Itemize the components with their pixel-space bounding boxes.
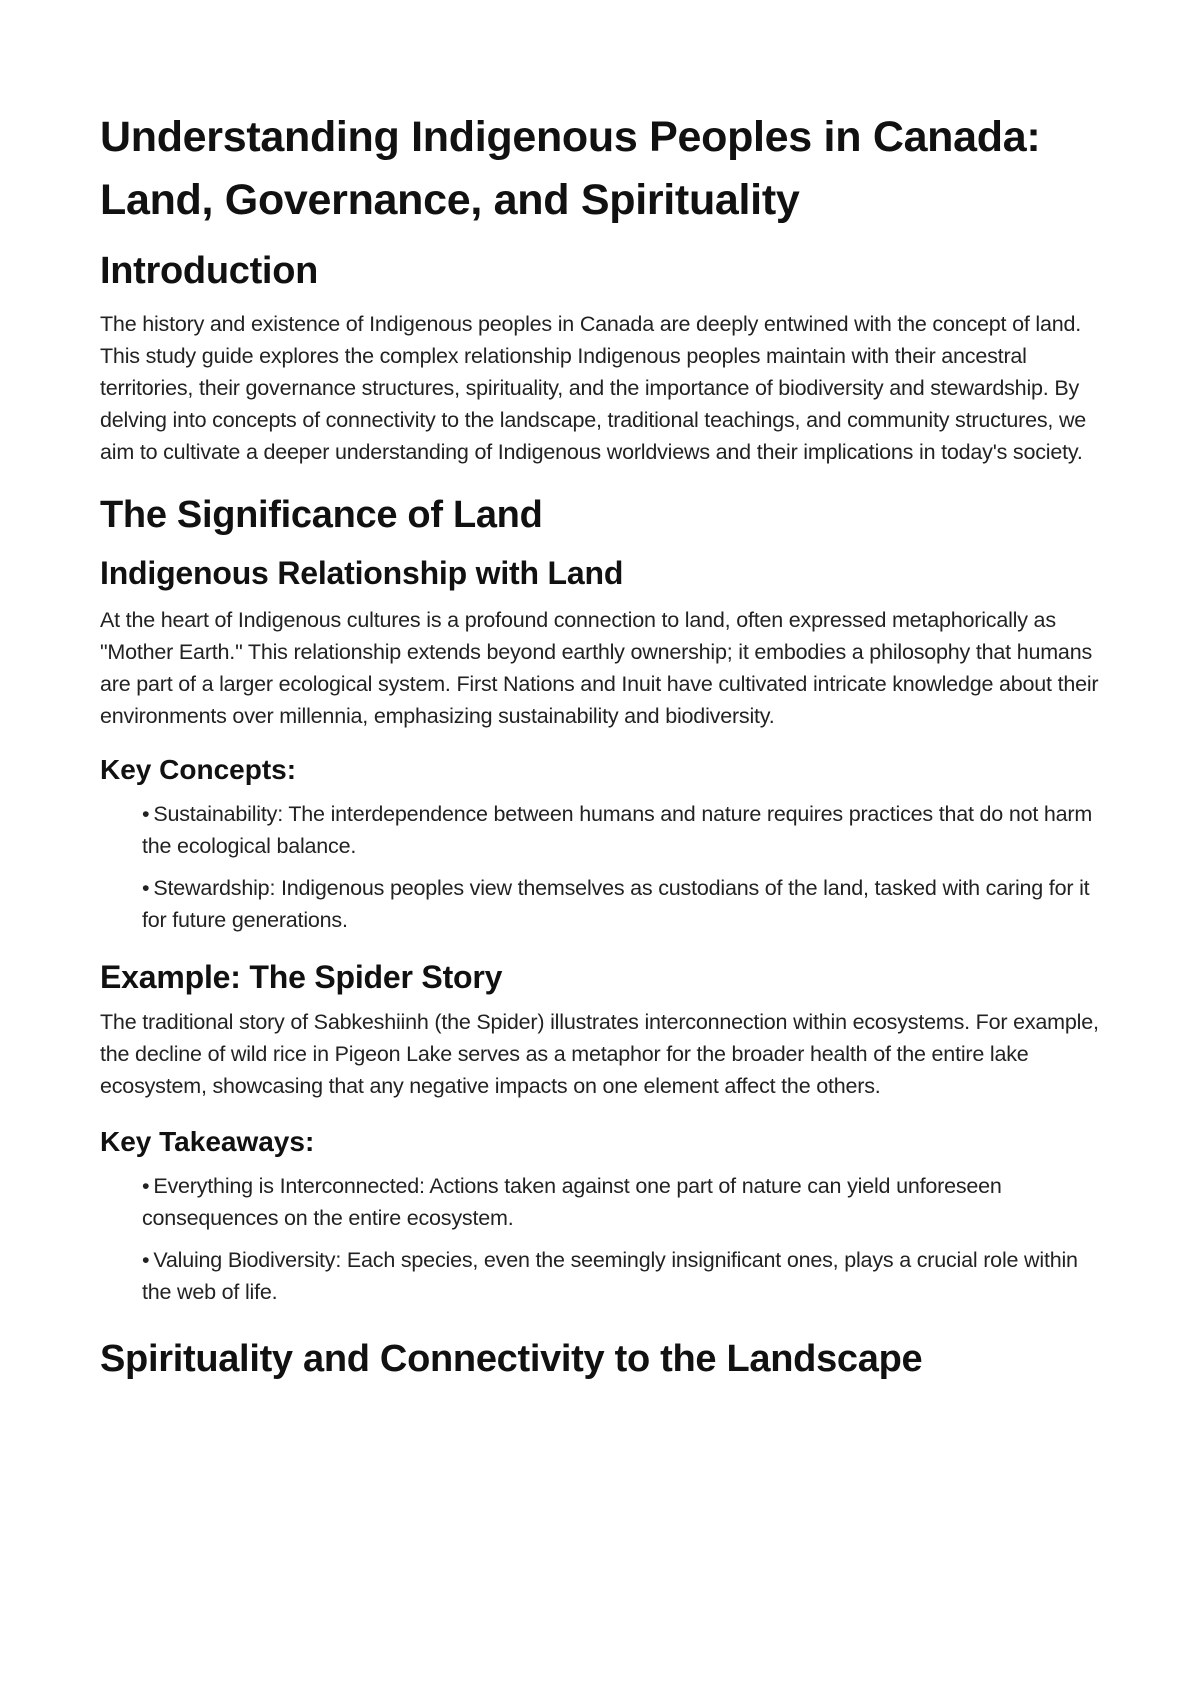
bullet-icon: •	[142, 802, 150, 826]
spider-story-paragraph: The traditional story of Sabkeshiinh (the Spider) illustrates interconnection within ecosystems. For example, the decline of wild rice in Pigeon Lake serves as a metaphor for the broader health of the entire lake ecosystem, showcasing that any negative impacts on one element affect the others.	[100, 1010, 1099, 1098]
list-item-text: Valuing Biodiversity: Each species, even the seemingly insignificant ones, plays a crucial role within the web of life.	[142, 1248, 1078, 1304]
indigenous-relationship-heading: Indigenous Relationship with Land	[100, 555, 624, 591]
bullet-icon: •	[142, 1174, 150, 1198]
document-page	[100, 106, 1110, 1384]
bullet-icon: •	[142, 876, 150, 900]
document-title: Understanding Indigenous Peoples in Canada: Land, Governance, and Spirituality	[100, 113, 1041, 224]
list-item	[142, 1170, 1110, 1234]
list-item-text: Everything is Interconnected: Actions taken against one part of nature can yield unforeseen consequences on the entire ecosystem.	[142, 1174, 1002, 1230]
list-item	[142, 1244, 1110, 1308]
bullet-icon: •	[142, 1248, 150, 1272]
list-item	[142, 798, 1110, 862]
list-item-text: Stewardship: Indigenous peoples view themselves as custodians of the land, tasked with caring for it for future generations.	[142, 876, 1090, 932]
introduction-heading: Introduction	[100, 250, 319, 292]
significance-of-land-heading: The Significance of Land	[100, 494, 543, 536]
key-takeaways-list	[100, 1170, 1110, 1308]
key-concepts-heading: Key Concepts:	[100, 754, 297, 785]
key-takeaways-heading: Key Takeaways:	[100, 1126, 315, 1157]
key-concepts-list	[100, 798, 1110, 936]
list-item-text: Sustainability: The interdependence between humans and nature requires practices that do not harm the ecological balance.	[142, 802, 1093, 858]
introduction-paragraph: The history and existence of Indigenous peoples in Canada are deeply entwined with the concept of land. This study guide explores the complex relationship Indigenous peoples maintain with their ancestral territories, their governance structures, spirituality, and the importance of biodiversity and stewardship. By delving into concepts of connectivity to the landscape, traditional teachings, and community structures, we aim to cultivate a deeper understanding of Indigenous worldviews and their implications in today's society.	[100, 312, 1087, 464]
spider-story-heading: Example: The Spider Story	[100, 959, 503, 995]
list-item	[142, 872, 1110, 936]
spirituality-heading: Spirituality and Connectivity to the Landscape	[100, 1338, 923, 1380]
indigenous-relationship-paragraph: At the heart of Indigenous cultures is a profound connection to land, often expressed metaphorically as "Mother Earth." This relationship extends beyond earthly ownership; it embodies a philosophy that humans are part of a larger ecological system. First Nations and Inuit have cultivated intricate knowledge about their environments over millennia, emphasizing sustainability and biodiversity.	[100, 608, 1099, 728]
